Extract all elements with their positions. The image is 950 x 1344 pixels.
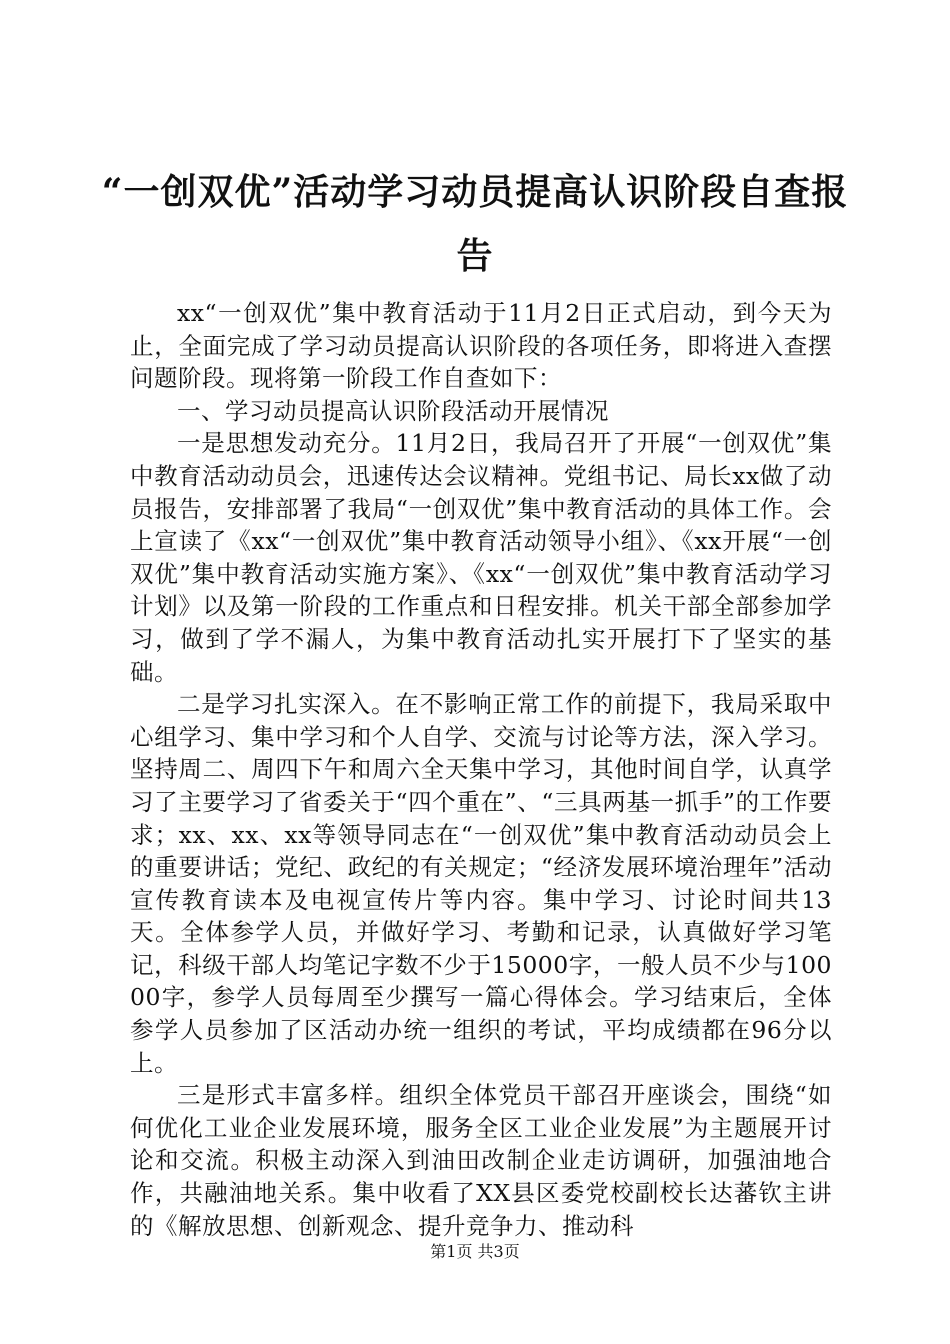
paragraph-item: 三是形式丰富多样。组织全体党员干部召开座谈会，围绕“如何优化工业企业发展环境，服务全区工业企业发展”为主题展开讨论和交流。积极主动深入到油田改制企业走访调研，加强油地合作，共融油地关系。集中收看了XX县区委党校副校长达蕃钦主讲的《解放思想、创新观念、提升竞争力、推动科 — [130, 1081, 832, 1240]
document-body — [130, 297, 832, 1242]
page-footer: 第1页 共3页 — [430, 1242, 520, 1261]
paragraph-item: 二是学习扎实深入。在不影响正常工作的前提下，我局采取中心组学习、集中学习和个人自学、交流与讨论等方法，深入学习。坚持周二、周四下午和周六全天集中学习，其他时间自学，认真学习了主要学习了省委关于“四个重在”、“三具两基一抓手”的工作要求；xx、xx、xx等领导同志在“一创双优”集中教育活动动员会上的重要讲话；党纪、政纪的有关规定；“经济发展环境治理年”活动宣传教育读本及电视宣传片等内容。集中学习、讨论时间共13天。全体参学人员，并做好学习、考勤和记录，认真做好学习笔记，科级干部人均笔记字数不少于15000字，一般人员不少与10000字，参学人员每周至少撰写一篇心得体会。学习结束后，全体参学人员参加了区活动办统一组织的考试，平均成绩都在96分以上。 — [130, 690, 832, 1077]
section-heading: 一、学习动员提高认识阶段活动开展情况 — [177, 396, 609, 425]
paragraph-item: 一是思想发动充分。11月2日，我局召开了开展“一创双优”集中教育活动动员会，迅速传达会议精神。党组书记、局长xx做了动员报告，安排部署了我局“一创双优”集中教育活动的具体工作。会上宣读了《xx“一创双优”集中教育活动领导小组》、《xx开展“一创双优”集中教育活动实施方案》、《xx“一创双优”集中教育活动学习计划》以及第一阶段的工作重点和日程安排。机关干部全部参加学习，做到了学不漏人，为集中教育活动扎实开展打下了坚实的基础。 — [130, 429, 832, 686]
intro-paragraph: xx“一创双优”集中教育活动于11月2日正式启动，到今天为止，全面完成了学习动员提高认识阶段的各项任务，即将进入查摆问题阶段。现将第一阶段工作自查如下： — [130, 299, 832, 393]
document-title: “一创双优”活动学习动员提高认识阶段自查报告 — [101, 171, 849, 277]
